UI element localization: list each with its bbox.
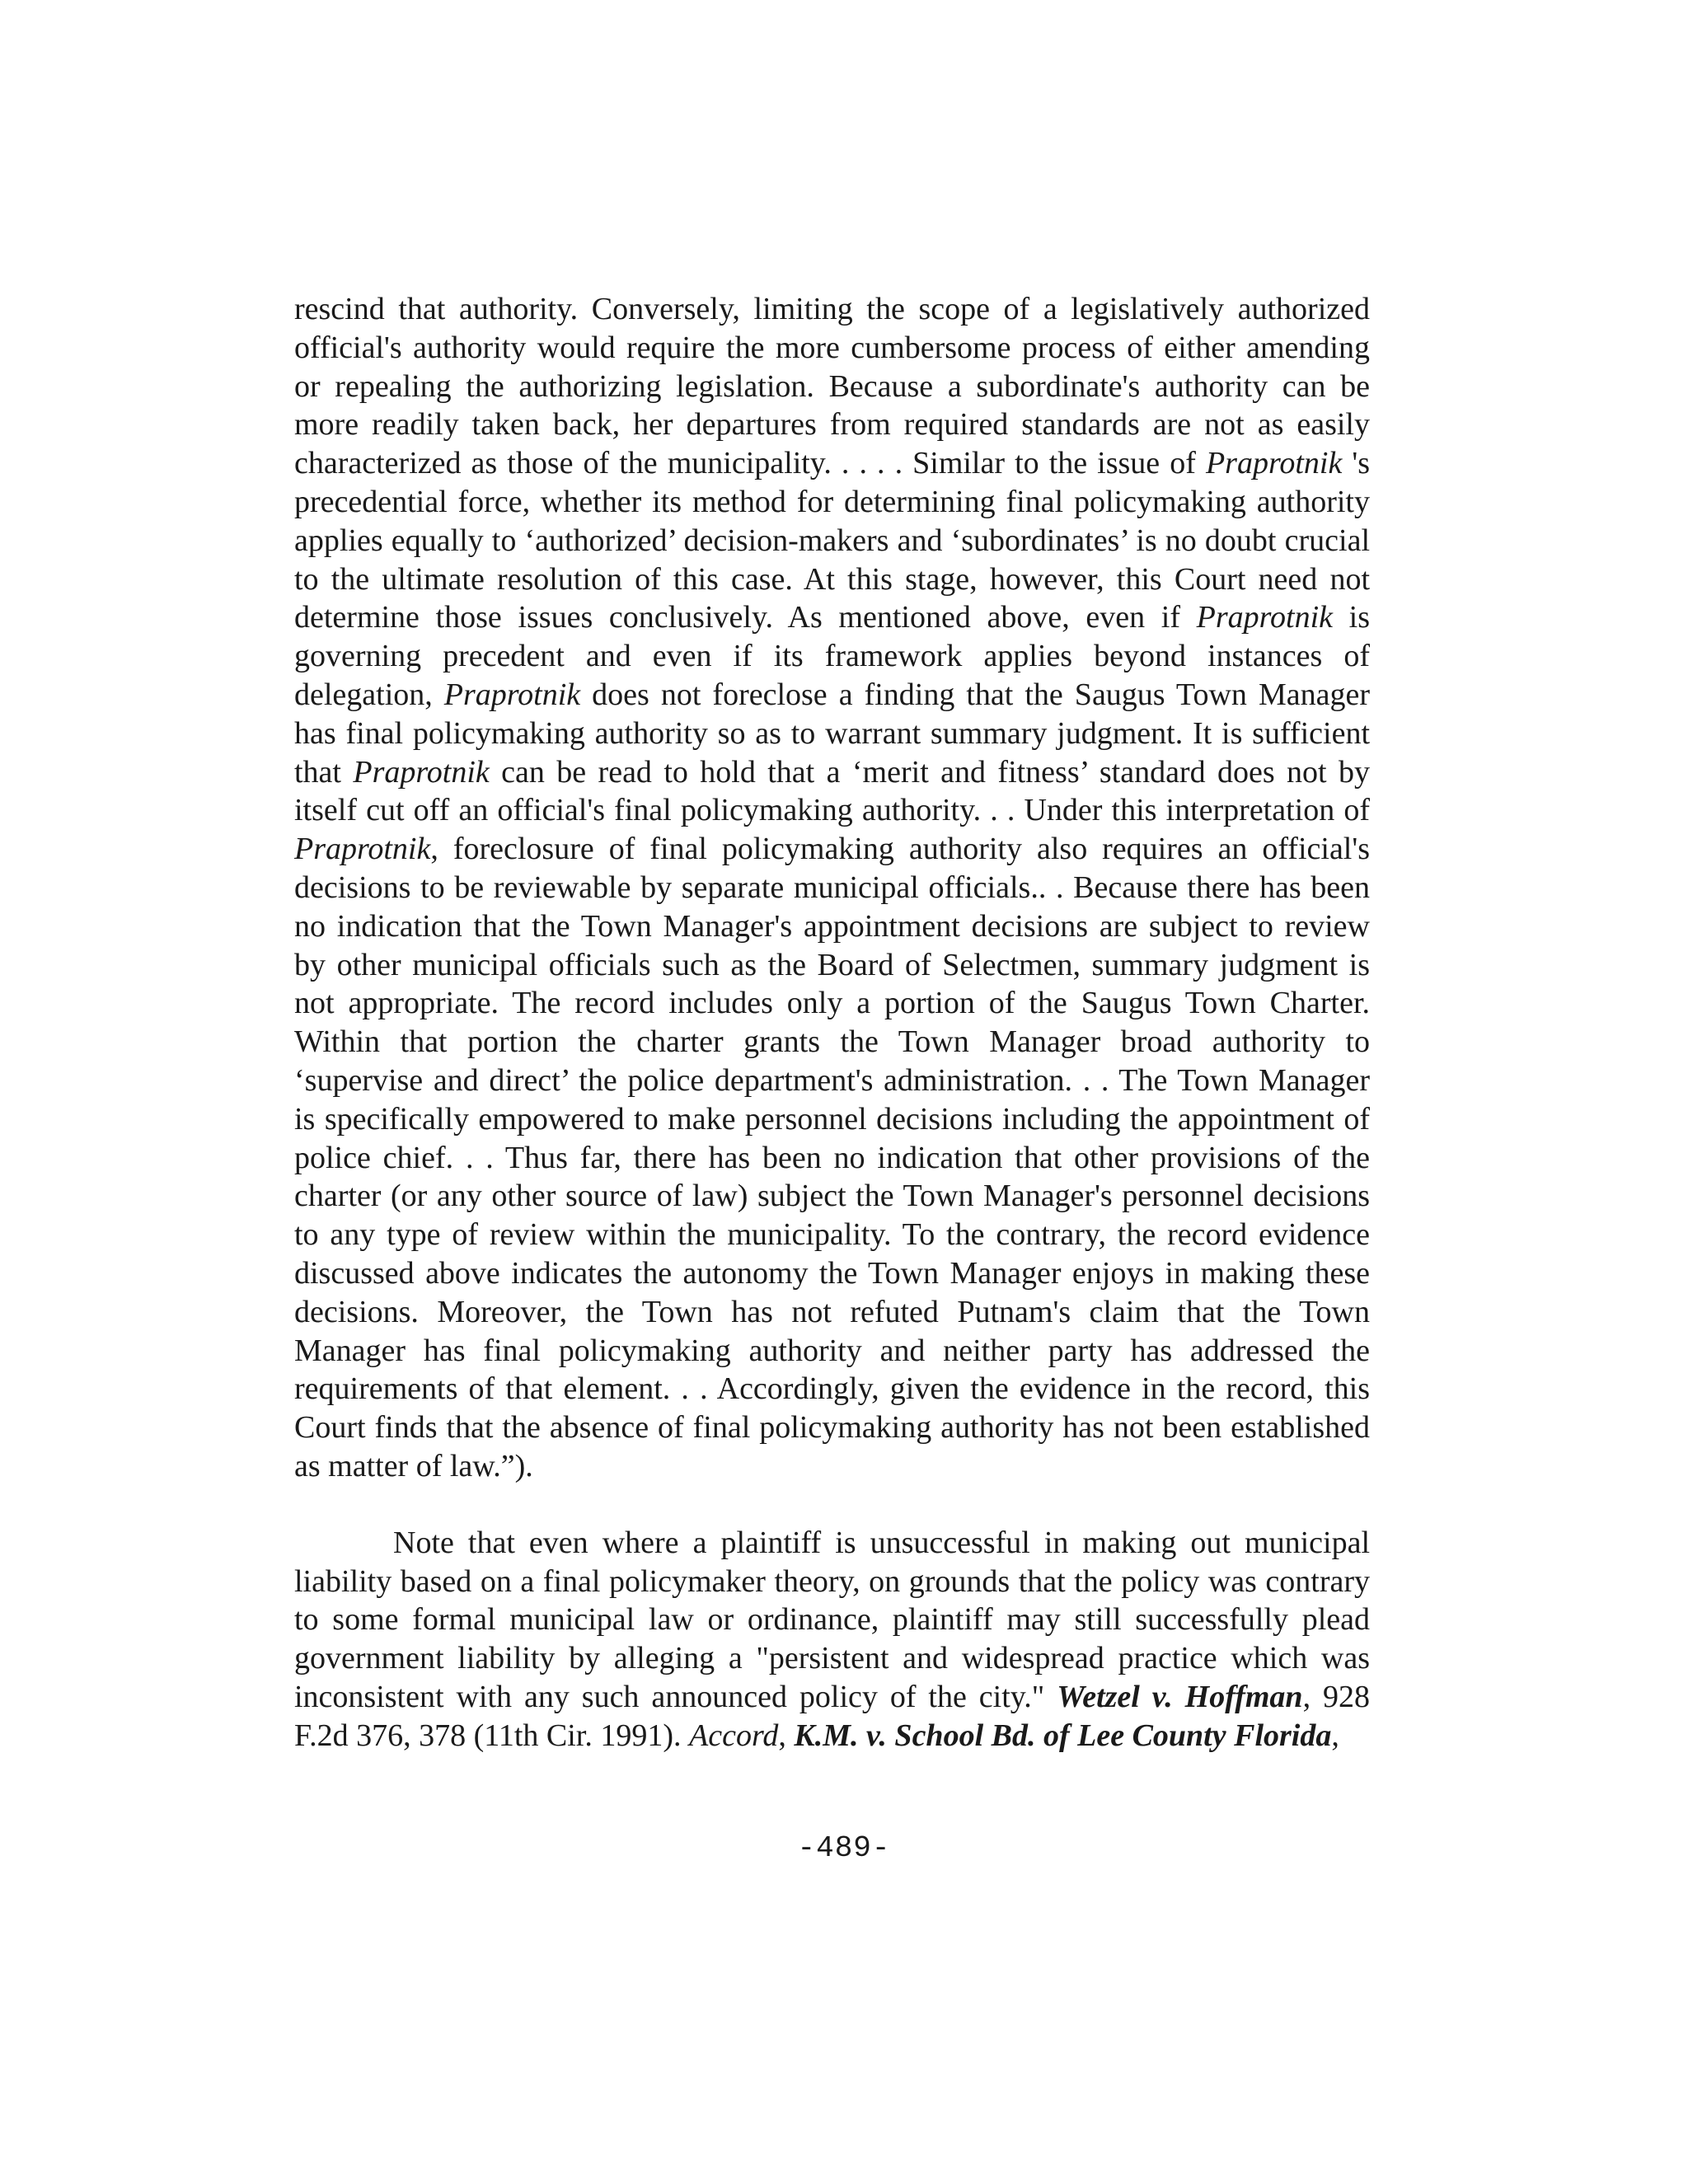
emphasized-text: Wetzel v. Hoffman: [1057, 1679, 1303, 1714]
text-segment: Note that even where a plaintiff is unsuccessful in making out municipal liability based on a final policymaker theory, on grounds that the policy was contrary to some formal municipal law or ordinance, plaintiff may still successfully plead government liability by alleging a "persistent and widespread practice which was inconsistent with any such announced policy of the city.": [294, 1525, 1370, 1714]
paragraph: [294, 1524, 1370, 1755]
emphasized-text: Praprotnik: [1196, 600, 1333, 635]
text-segment: , foreclosure of final policymaking authority also requires an official's decisions to be reviewable by separate municipal officials.. . Because there has been no indication that the Town Manager's appointment decisions are subject to review by other municipal officials such as the Board of Selectmen, summary judgment is not appropriate. The record includes only a portion of the Saugus Town Charter. Within that portion the charter grants the Town Manager broad authority to ‘supervise and direct’ the police department's administration. . . The Town Manager is specifically empowered to make personnel decisions including the appointment of police chief. . . Thus far, there has been no indication that other provisions of the charter (or any other source of law) subject the Town Manager's personnel decisions to any type of review within the municipality. To the contrary, the record evidence discussed above indicates the autonomy the Town Manager enjoys in making these decisions. Moreover, the Town has not refuted Putnam's claim that the Town Manager has final policymaking authority and neither party has addressed the requirements of that element. . . Accordingly, given the evidence in the record, this Court finds that the absence of final policymaking authority has not been established as matter of law.”).: [294, 832, 1370, 1483]
text-segment: ,: [1331, 1718, 1339, 1753]
body-text: [294, 290, 1370, 1755]
text-segment: 's precedential force, whether its method for determining final policymaking authority applies equally to ‘authorized’ decision-makers and ‘subordinates’ is no doubt crucial to the ultimate resolution of this case. At this stage, however, this Court need not determine those issues conclusively. As mentioned above, even if: [294, 446, 1371, 635]
page-number: -489-: [797, 1831, 891, 1865]
text-segment: does not foreclose a finding that the Saugus Town Manager has final policymaking authority so as to warrant summary judgment. It is sufficient that: [294, 677, 1370, 790]
emphasized-text: Praprotnik: [1205, 446, 1343, 481]
emphasized-text: Praprotnik: [353, 754, 490, 790]
text-segment: rescind that authority. Conversely, limiting the scope of a legislatively authorized official's authority would require the more cumbersome process of either amending or repealing the authorizing legislation. Because a subordinate's authority can be more readily taken back, her departures from required standards are not as easily characterized as those of the municipality. . . . . Similar to the issue of: [294, 292, 1370, 481]
emphasized-text: Praprotnik: [294, 832, 431, 867]
emphasized-text: K.M. v. School Bd. of Lee County Florida: [794, 1718, 1332, 1753]
text-segment: can be read to hold that a ‘merit and fitness’ standard does not by itself cut off an official's final policymaking authority. . . Under this interpretation of: [294, 754, 1371, 828]
emphasized-text: Accord: [689, 1718, 779, 1753]
text-segment: , 928 F.2d 376, 378 (11th Cir. 1991).: [294, 1679, 1370, 1753]
paragraph: [294, 290, 1370, 1486]
emphasized-text: Praprotnik: [443, 677, 581, 712]
text-segment: ,: [778, 1718, 795, 1753]
text-segment: is governing precedent and even if its framework applies beyond instances of delegation,: [294, 600, 1371, 712]
